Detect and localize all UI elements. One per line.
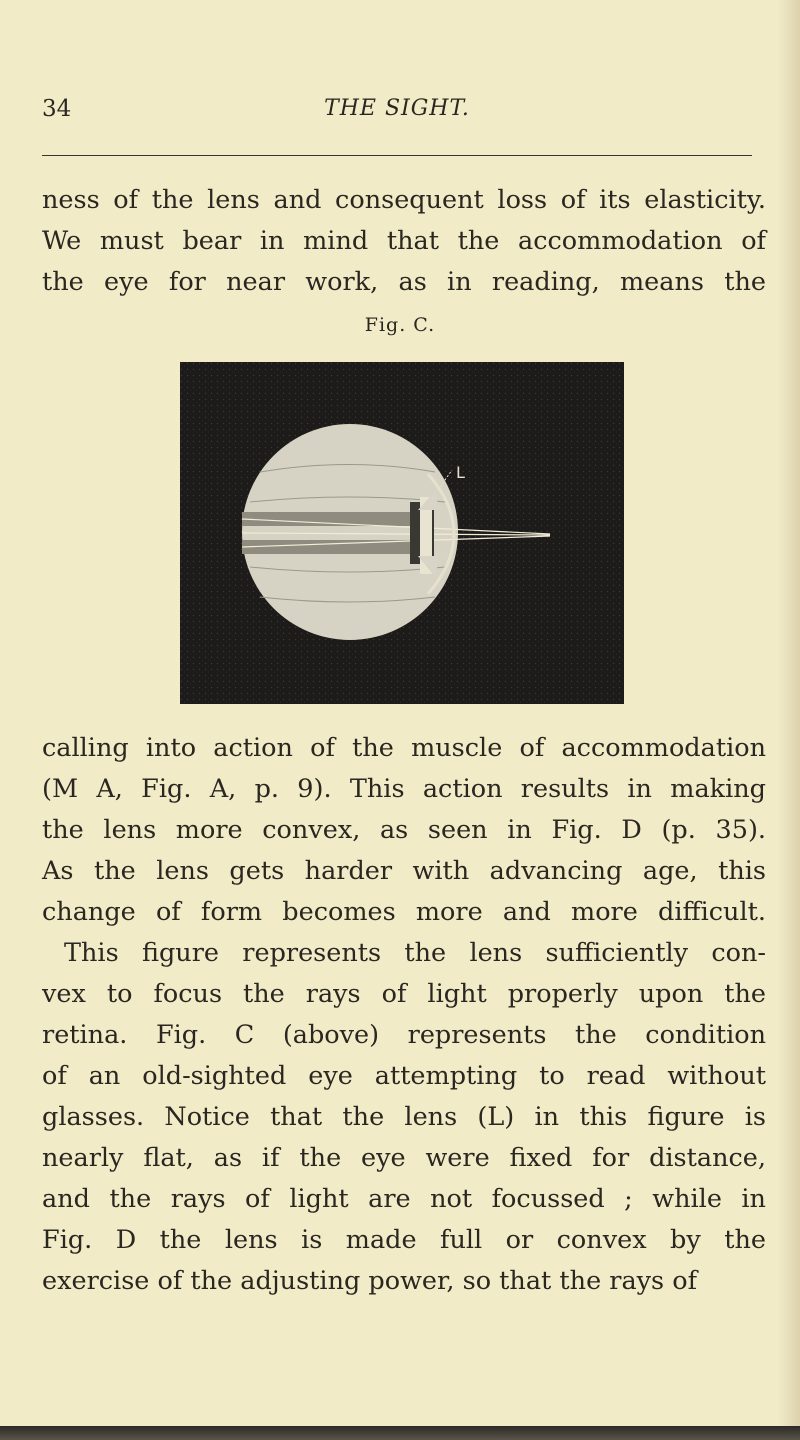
text-line: exercise of the adjusting power, so that the rays of xyxy=(42,1266,698,1296)
text-line: As the lens gets harder with advancing age, this xyxy=(42,856,766,886)
text-line: Fig. D the lens is made full or convex by the xyxy=(42,1225,766,1255)
text-line: calling into action of the muscle of accommodation xyxy=(42,733,766,763)
page-number: 34 xyxy=(42,96,72,122)
eye-diagram-svg xyxy=(180,362,624,704)
text-line: (M A, Fig. A, p. 9). This action results in making xyxy=(42,774,766,804)
text-line: This figure represents the lens sufficiently con- xyxy=(64,938,766,968)
text-line: the lens more convex, as seen in Fig. D (p. 35). xyxy=(42,815,766,845)
text-line: and the rays of light are not focussed ; while in xyxy=(42,1184,766,1214)
intro-paragraph xyxy=(42,180,766,303)
running-head: THE SIGHT. xyxy=(324,96,470,121)
page-shadow xyxy=(778,0,800,1440)
text-line: glasses. Notice that the lens (L) in this figure is xyxy=(42,1102,766,1132)
text-line: change of form becomes more and more difficult. xyxy=(42,897,766,927)
text-line: ness of the lens and consequent loss of its elasticity. xyxy=(42,185,766,215)
header-rule xyxy=(42,155,752,156)
text-line: of an old-sighted eye attempting to read without xyxy=(42,1061,766,1091)
page-header xyxy=(42,96,752,136)
text-line: retina. Fig. C (above) represents the condition xyxy=(42,1020,766,1050)
figure-caption: Fig. C. xyxy=(364,314,436,336)
body-paragraph xyxy=(42,728,766,1302)
text-line: nearly flat, as if the eye were fixed for distance, xyxy=(42,1143,766,1173)
text-line: the eye for near work, as in reading, means the xyxy=(42,267,766,297)
lens-label: L xyxy=(456,463,465,482)
eye-diagram xyxy=(180,362,624,704)
text-line: vex to focus the rays of light properly upon the xyxy=(42,979,766,1009)
text-line: We must bear in mind that the accommodation of xyxy=(42,226,766,256)
page-bottom-edge xyxy=(0,1426,800,1440)
